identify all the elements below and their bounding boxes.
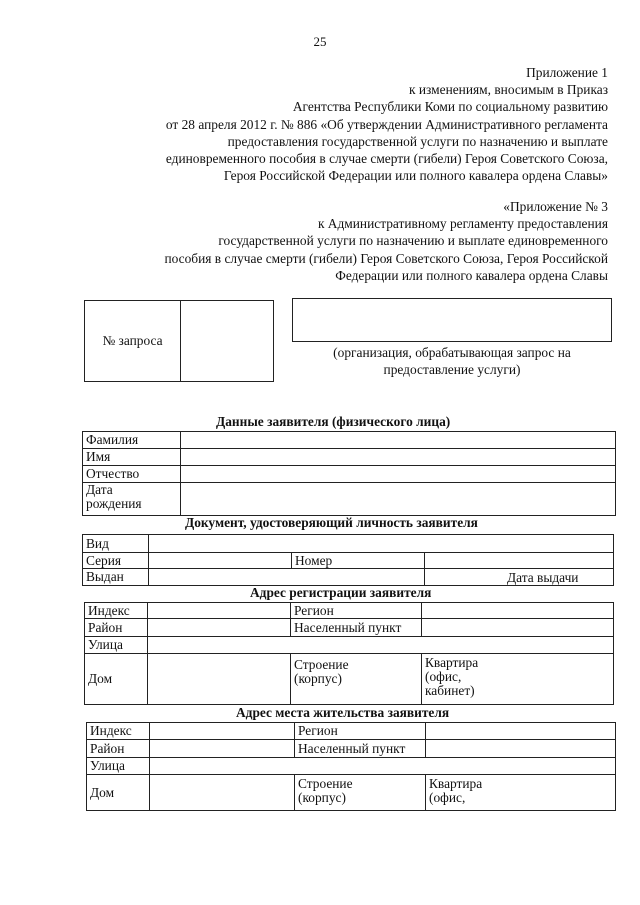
reg-index-field[interactable] xyxy=(148,603,291,619)
appendix-3-header xyxy=(164,198,608,284)
reg-building-label: Строение xyxy=(294,657,349,672)
res-house-field[interactable] xyxy=(150,775,295,811)
reg-index-label: Индекс xyxy=(85,603,148,619)
issue-date-label: Дата выдачи xyxy=(425,569,614,586)
appendix-3-line: Федерации или полного кавалера ордена Славы xyxy=(335,267,608,283)
id-document-section-title: Документ, удостоверяющий личность заявителя xyxy=(185,515,478,530)
reg-apartment-label: (офис, xyxy=(425,669,462,684)
res-apartment-field[interactable] xyxy=(426,775,616,811)
appendix-1-line: единовременного пособия в случае смерти (гибели) Героя Советского Союза, xyxy=(165,151,608,167)
reg-house-field[interactable] xyxy=(148,654,291,705)
number-label: Номер xyxy=(292,553,425,569)
reg-region-field[interactable] xyxy=(422,603,614,619)
res-street-field[interactable] xyxy=(150,758,616,775)
applicant-table xyxy=(82,431,616,516)
res-settlement-field[interactable] xyxy=(426,740,616,758)
reg-street-field[interactable] xyxy=(148,637,614,654)
res-index-label: Индекс xyxy=(87,723,150,740)
registration-address-table xyxy=(84,602,614,705)
name-field[interactable] xyxy=(181,449,616,466)
organization-caption-line: (организация, обрабатывающая запрос на xyxy=(333,345,571,360)
res-index-field[interactable] xyxy=(150,723,295,740)
res-building-label: (корпус) xyxy=(298,790,346,805)
res-region-field[interactable] xyxy=(426,723,616,740)
birthdate-label xyxy=(83,483,181,516)
id-document-table xyxy=(82,534,614,586)
registration-address-title: Адрес регистрации заявителя xyxy=(250,585,432,600)
appendix-1-line: Агентства Республики Коми по социальному развитию xyxy=(292,99,608,115)
res-apartment-label: (офис, xyxy=(429,790,466,805)
residence-address-title: Адрес места жительства заявителя xyxy=(236,705,450,720)
appendix-3-line: «Приложение № 3 xyxy=(503,199,608,214)
reg-building-field[interactable] xyxy=(291,654,422,705)
reg-district-label: Район xyxy=(85,619,148,637)
request-number-field[interactable] xyxy=(180,300,274,382)
issued-by-field[interactable] xyxy=(149,569,425,586)
organization-field[interactable] xyxy=(292,298,612,342)
res-region-label: Регион xyxy=(295,723,426,740)
reg-region-label: Регион xyxy=(291,603,422,619)
appendix-1-line: от 28 апреля 2012 г. № 886 «Об утверждении Административного регламента xyxy=(165,116,608,132)
series-field[interactable] xyxy=(149,553,292,569)
appendix-3-line: государственной услуги по назначению и выплате единовременного xyxy=(218,233,608,249)
patronymic-field[interactable] xyxy=(181,466,616,483)
appendix-1-line: предоставления государственной услуги по назначению и выплате xyxy=(227,133,608,149)
applicant-section-title: Данные заявителя (физического лица) xyxy=(216,414,451,429)
res-apartment-label: Квартира xyxy=(429,776,483,791)
res-district-label: Район xyxy=(87,740,150,758)
res-street-label: Улица xyxy=(87,758,150,775)
birthdate-field[interactable] xyxy=(181,483,616,516)
res-house-label: Дом xyxy=(87,775,150,811)
reg-building-label: (корпус) xyxy=(294,671,342,686)
appendix-1-line: Приложение 1 xyxy=(526,65,608,80)
reg-apartment-label: Квартира xyxy=(425,655,479,670)
appendix-1-header xyxy=(166,64,608,184)
doc-type-label: Вид xyxy=(83,535,149,553)
appendix-1-line: Героя Российской Федерации или полного кавалера ордена Славы» xyxy=(223,168,608,184)
reg-apartment-field[interactable] xyxy=(422,654,614,705)
organization-caption xyxy=(292,344,612,378)
res-building-field[interactable] xyxy=(295,775,426,811)
patronymic-label: Отчество xyxy=(83,466,181,483)
res-district-field[interactable] xyxy=(150,740,295,758)
reg-district-field[interactable] xyxy=(148,619,291,637)
res-settlement-label: Населенный пункт xyxy=(295,740,426,758)
request-number-label: № запроса xyxy=(84,300,181,382)
series-label: Серия xyxy=(83,553,149,569)
res-building-label: Строение xyxy=(298,776,353,791)
appendix-1-line: к изменениям, вносимым в Приказ xyxy=(409,82,608,98)
surname-label: Фамилия xyxy=(83,432,181,449)
doc-type-field[interactable] xyxy=(149,535,614,553)
issued-by-label: Выдан xyxy=(83,569,149,586)
appendix-3-line: к Административному регламенту предоставления xyxy=(317,216,608,232)
organization-caption-line: предоставление услуги) xyxy=(383,362,521,377)
reg-settlement-label: Населенный пункт xyxy=(291,619,422,637)
page-number: 25 xyxy=(313,34,327,49)
residence-address-table xyxy=(86,722,616,811)
birthdate-label-line: рождения xyxy=(86,496,142,511)
appendix-3-line: пособия в случае смерти (гибели) Героя Советского Союза, Героя Российской xyxy=(164,250,608,266)
reg-house-label: Дом xyxy=(85,654,148,705)
name-label: Имя xyxy=(83,449,181,466)
reg-apartment-label: кабинет) xyxy=(425,683,475,698)
number-field[interactable] xyxy=(425,553,614,569)
birthdate-label-line: Дата xyxy=(86,482,113,497)
reg-settlement-field[interactable] xyxy=(422,619,614,637)
surname-field[interactable] xyxy=(181,432,616,449)
reg-street-label: Улица xyxy=(85,637,148,654)
